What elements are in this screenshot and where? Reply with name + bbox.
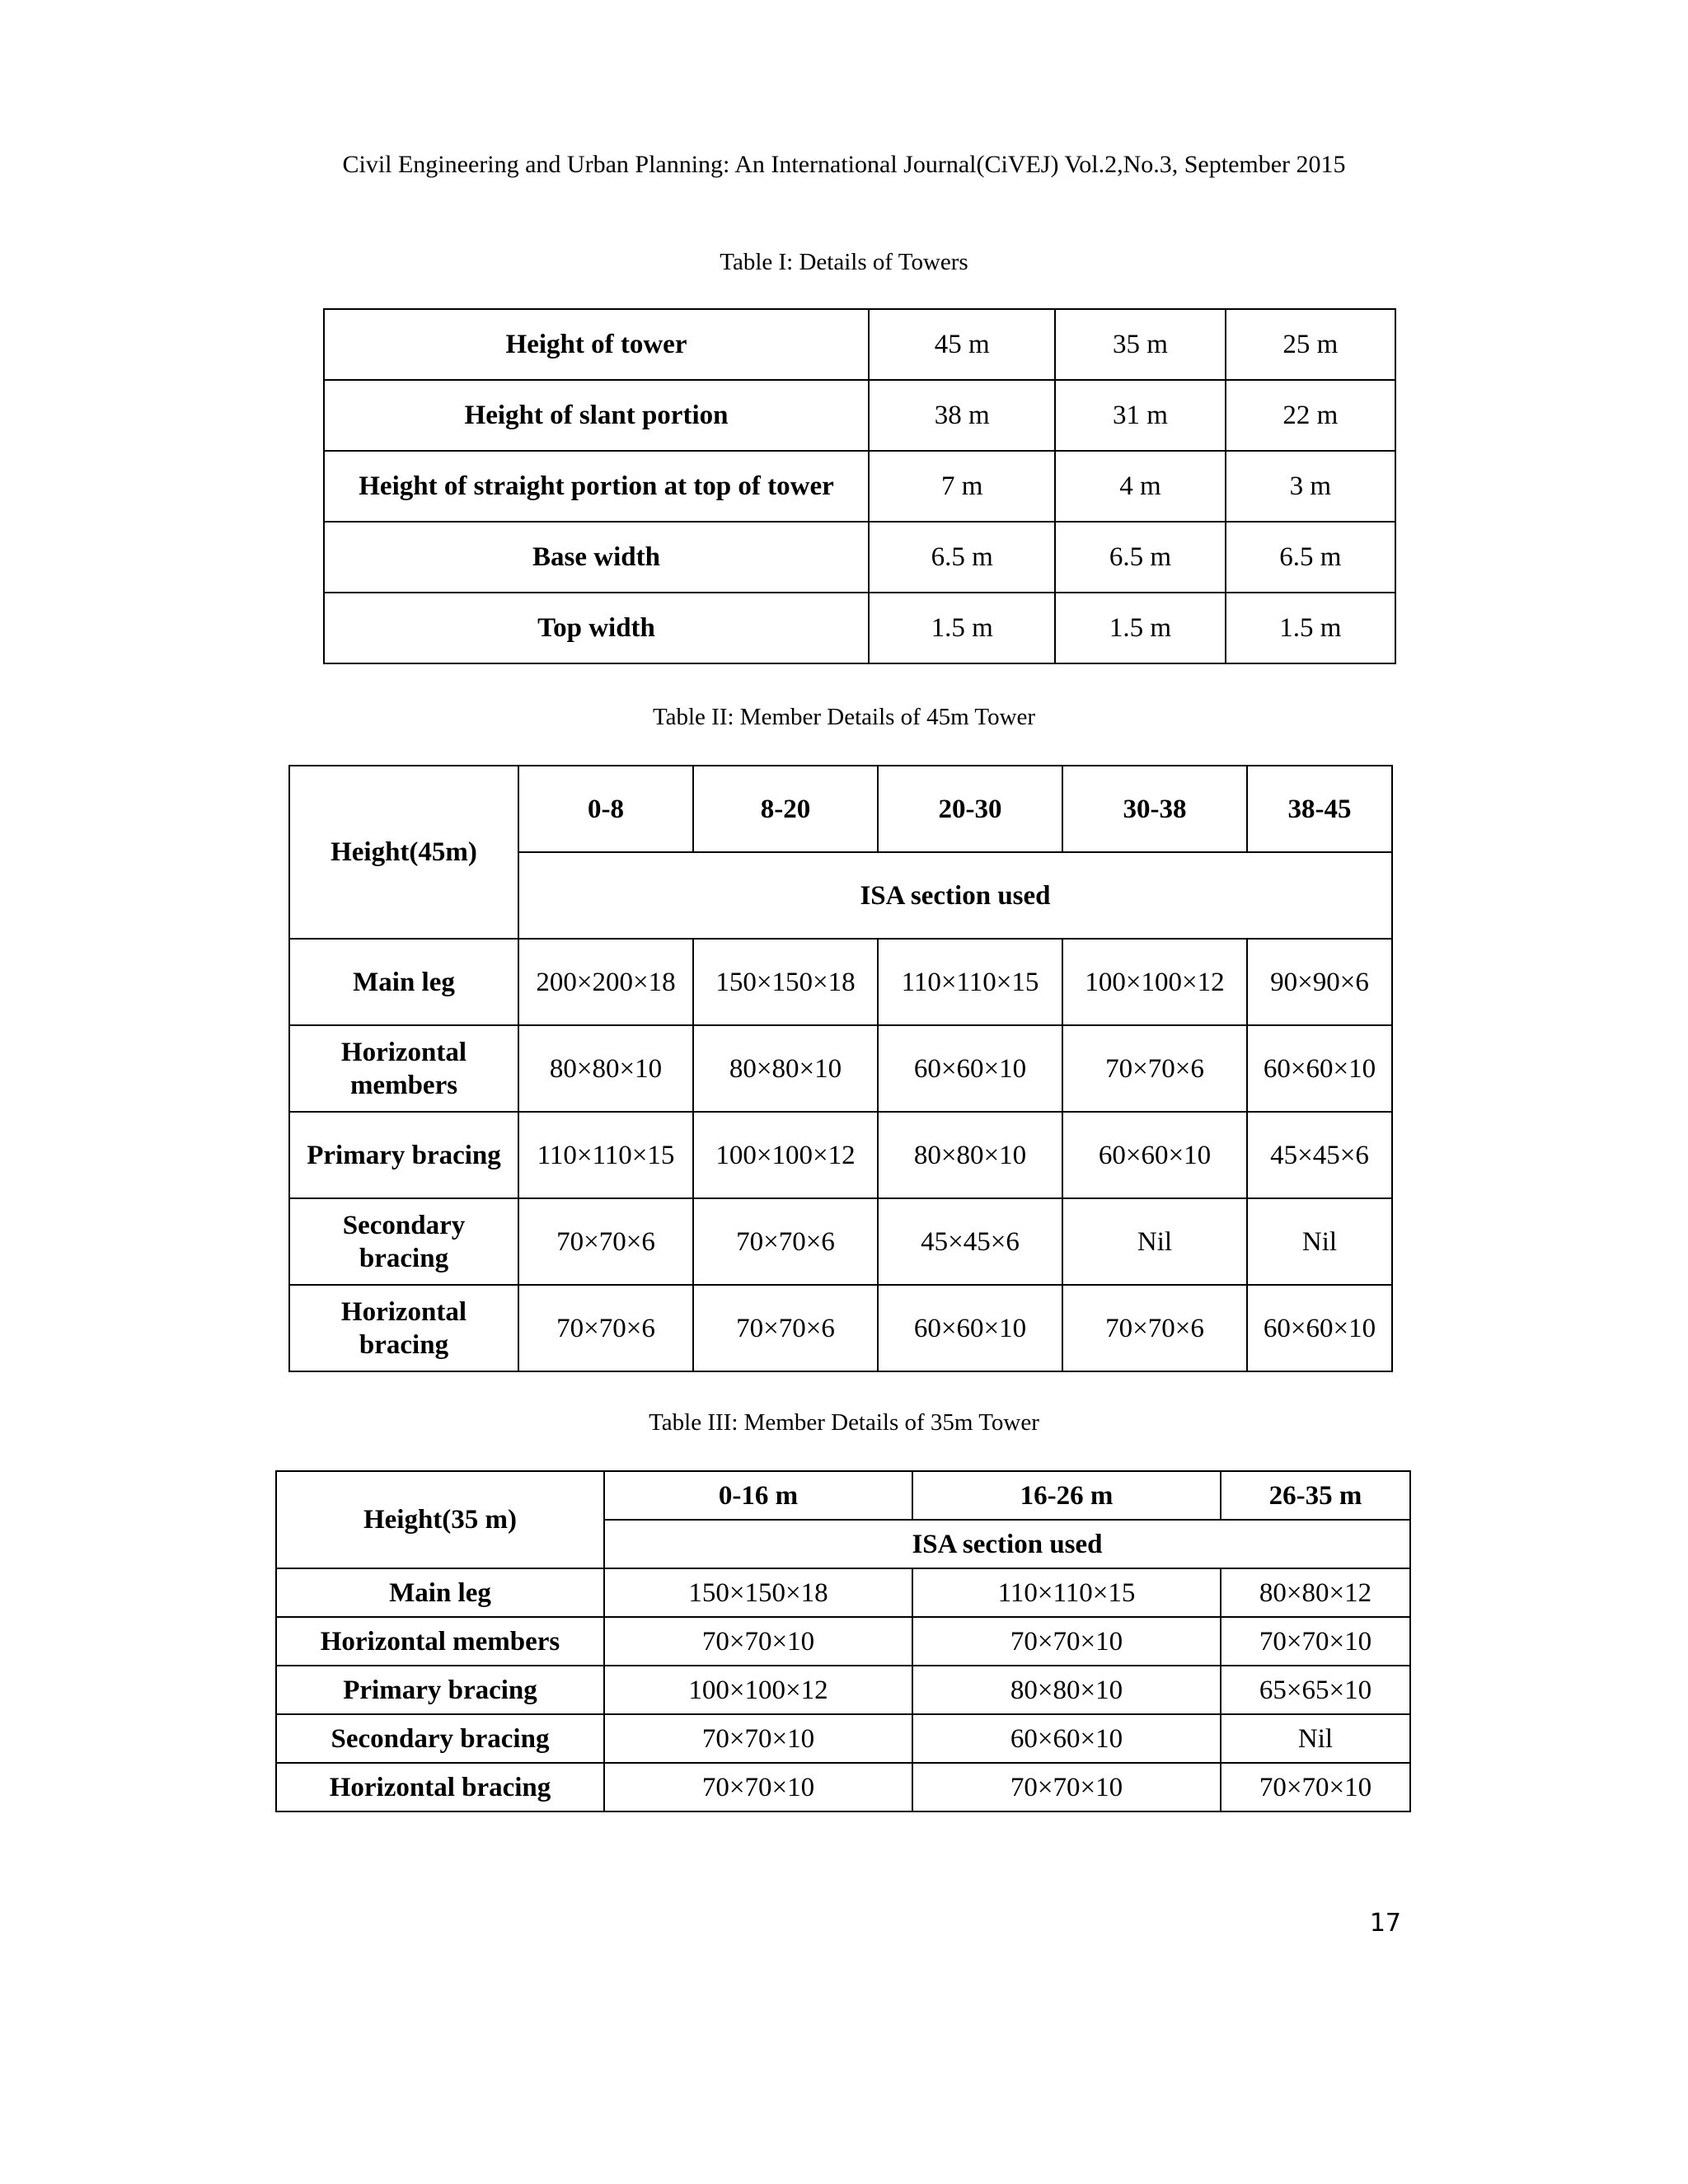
table-cell: 60×60×10 [912,1714,1221,1763]
table-cell: 7 m [869,451,1055,522]
table-cell: 110×110×15 [878,939,1062,1025]
table3-row [276,1763,1410,1811]
table-cell: 70×70×6 [693,1285,878,1371]
table-cell: 22 m [1226,380,1395,451]
table-cell: 1.5 m [1226,593,1395,663]
row-label: Main leg [289,939,518,1025]
table3-row [276,1666,1410,1714]
table-cell: 70×70×6 [518,1285,693,1371]
table-cell: 110×110×15 [912,1568,1221,1617]
table-cell: 70×70×6 [518,1198,693,1285]
table3-header-row [276,1471,1410,1520]
table2-caption: Table II: Member Details of 45m Tower [652,704,1036,730]
table-cell: 60×60×10 [1062,1112,1247,1198]
table-cell: 1.5 m [1055,593,1225,663]
table-cell: Nil [1247,1198,1392,1285]
row-label: Height of straight portion at top of tower [324,451,869,522]
row-label: Height of tower [324,309,869,380]
table-cell: 6.5 m [869,522,1055,593]
table-cell: 1.5 m [869,593,1055,663]
table2-range: 20-30 [878,766,1062,852]
table-cell: 100×100×12 [604,1666,912,1714]
table3-range: 26-35 m [1221,1471,1410,1520]
row-label: Top width [324,593,869,663]
table2-header-row [289,766,1392,852]
table-cell: 45×45×6 [878,1198,1062,1285]
towers-details-table [323,308,1396,664]
table-cell: 150×150×18 [604,1568,912,1617]
row-label: Horizontal members [289,1025,518,1112]
table-cell: 45×45×6 [1247,1112,1392,1198]
table1-row [324,593,1395,663]
table3-row [276,1617,1410,1666]
row-label: Secondary bracing [276,1714,604,1763]
table-cell: 80×80×10 [693,1025,878,1112]
table-cell: 31 m [1055,380,1225,451]
table-cell: 100×100×12 [1062,939,1247,1025]
table-cell: 25 m [1226,309,1395,380]
table-cell: Nil [1221,1714,1410,1763]
table3-range: 16-26 m [912,1471,1221,1520]
row-label: Secondary bracing [289,1198,518,1285]
table-cell: 80×80×10 [912,1666,1221,1714]
table-cell: 65×65×10 [1221,1666,1410,1714]
table2-range: 8-20 [693,766,878,852]
table-cell: 100×100×12 [693,1112,878,1198]
table2-range: 38-45 [1247,766,1392,852]
table-cell: 80×80×12 [1221,1568,1410,1617]
table-cell: 45 m [869,309,1055,380]
table-cell: 6.5 m [1226,522,1395,593]
table2-row [289,1025,1392,1112]
table3-subheader: ISA section used [604,1520,1410,1568]
table3-row [276,1714,1410,1763]
member-details-35m-table [275,1470,1411,1812]
table2-row [289,1198,1392,1285]
table-cell: 90×90×6 [1247,939,1392,1025]
table2-row-header: Height(45m) [289,766,518,939]
table-cell: 80×80×10 [878,1112,1062,1198]
table-cell: 70×70×10 [912,1617,1221,1666]
table-cell: 70×70×10 [1221,1617,1410,1666]
table1-caption: Table I: Details of Towers [720,249,968,275]
table-cell: 200×200×18 [518,939,693,1025]
table2-row [289,939,1392,1025]
table-cell: 150×150×18 [693,939,878,1025]
table-cell: 4 m [1055,451,1225,522]
table-cell: 60×60×10 [1247,1285,1392,1371]
row-label: Horizontal members [276,1617,604,1666]
row-label: Primary bracing [289,1112,518,1198]
table-cell: 70×70×10 [1221,1763,1410,1811]
row-label: Main leg [276,1568,604,1617]
running-head: Civil Engineering and Urban Planning: An International Journal(CiVEJ) Vol.2,No.3, September 2015 [342,151,1346,178]
table1-row [324,522,1395,593]
table3-caption: Table III: Member Details of 35m Tower [649,1409,1039,1436]
table3-row-header: Height(35 m) [276,1471,604,1568]
table2-subheader: ISA section used [518,852,1392,939]
table-cell: 110×110×15 [518,1112,693,1198]
table2-range: 0-8 [518,766,693,852]
row-label: Primary bracing [276,1666,604,1714]
page-number: 17 [1369,1909,1401,1938]
table-cell: 6.5 m [1055,522,1225,593]
table-cell: 38 m [869,380,1055,451]
table-cell: 70×70×6 [1062,1025,1247,1112]
table-cell: Nil [1062,1198,1247,1285]
table-cell: 60×60×10 [878,1025,1062,1112]
table-cell: 35 m [1055,309,1225,380]
table1-row [324,451,1395,522]
table-cell: 3 m [1226,451,1395,522]
table-cell: 70×70×10 [604,1763,912,1811]
row-label: Height of slant portion [324,380,869,451]
table-cell: 60×60×10 [1247,1025,1392,1112]
row-label: Horizontal bracing [289,1285,518,1371]
table-cell: 60×60×10 [878,1285,1062,1371]
table2-row [289,1285,1392,1371]
table-cell: 70×70×10 [912,1763,1221,1811]
member-details-45m-table [288,765,1393,1372]
table-cell: 70×70×10 [604,1617,912,1666]
table1-row [324,380,1395,451]
table3-row [276,1568,1410,1617]
row-label: Base width [324,522,869,593]
row-label: Horizontal bracing [276,1763,604,1811]
table-cell: 80×80×10 [518,1025,693,1112]
table2-row [289,1112,1392,1198]
table3-range: 0-16 m [604,1471,912,1520]
table1-row [324,309,1395,380]
table-cell: 70×70×6 [1062,1285,1247,1371]
table-cell: 70×70×6 [693,1198,878,1285]
table-cell: 70×70×10 [604,1714,912,1763]
table2-range: 30-38 [1062,766,1247,852]
